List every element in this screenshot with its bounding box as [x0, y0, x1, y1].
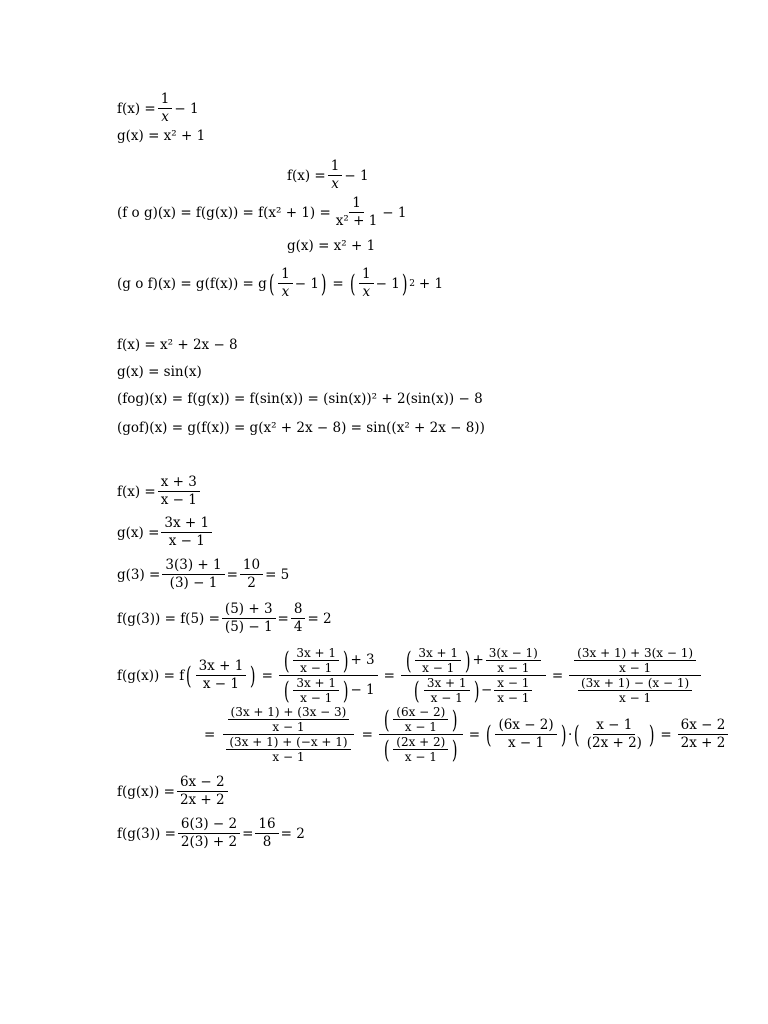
fraction [424, 676, 470, 705]
denominator: 2x + 2 [179, 792, 225, 808]
fraction [226, 735, 350, 764]
paren-open: ( [283, 676, 290, 705]
denominator: x − 1 [272, 750, 305, 764]
paren-open: ( [186, 661, 192, 690]
lhs: (g o f)(x) = g(f(x)) = g [117, 275, 267, 292]
numerator: 3x + 1 [293, 676, 339, 691]
equals: = [204, 726, 216, 743]
tail: − 1 [350, 682, 375, 698]
denominator: x − 1 [272, 720, 305, 734]
tail: = 2 [280, 825, 305, 842]
numerator: (3x + 1) + (−x + 1) [226, 735, 350, 750]
equation-text: (gof)(x) = g(f(x)) = g(x² + 2x − 8) = sin((x² + 2x − 8)) [117, 420, 485, 436]
s3-fgx-derivation-2 [200, 705, 730, 764]
denominator [379, 735, 463, 764]
s1-f-def [117, 91, 199, 126]
equals: = [361, 726, 373, 743]
tail: = 2 [307, 610, 332, 627]
paren-open: ( [268, 269, 275, 298]
denominator: (3) − 1 [169, 575, 218, 591]
fraction [222, 601, 276, 636]
dot: · [568, 726, 573, 743]
numerator: 8 [291, 601, 306, 619]
equation-text: (fog)(x) = f(g(x)) = f(sin(x)) = (sin(x))² + 2(sin(x)) − 8 [117, 391, 483, 407]
lhs: g(x) = [117, 524, 160, 541]
s2-gof [117, 420, 485, 436]
numerator: 3(x − 1) [486, 646, 541, 661]
numerator: (6x − 2) [393, 705, 448, 720]
paren-open: ( [414, 676, 420, 705]
paren-open: ( [574, 720, 580, 749]
s3-fg3 [117, 601, 332, 636]
tail: − 1 [344, 167, 369, 184]
s1-g-def-centered [287, 238, 375, 254]
paren-close: ) [342, 676, 349, 705]
paren-close: ) [648, 720, 655, 749]
numerator [279, 646, 378, 676]
lhs: f(x) = [287, 167, 326, 184]
fraction [578, 676, 692, 705]
denominator: (5) − 1 [224, 619, 273, 635]
s3-g3 [117, 557, 289, 592]
fraction [196, 658, 247, 693]
equals: = [242, 825, 254, 842]
denominator: x − 1 [430, 691, 463, 705]
tail: = 5 [265, 566, 290, 583]
fraction [333, 195, 381, 230]
paren-open: ( [405, 646, 412, 675]
numerator: 1 [359, 266, 374, 284]
equals: = [226, 566, 238, 583]
denominator: x − 1 [300, 691, 333, 705]
paren-close: ) [250, 661, 256, 690]
lhs: f(x) = [117, 100, 156, 117]
s3-fgx-derivation-1 [117, 646, 703, 705]
compound-fraction [401, 646, 546, 705]
numerator: 3(3) + 1 [162, 557, 224, 575]
numerator: 1 [349, 195, 364, 213]
s2-f-def [117, 337, 238, 353]
paren-open: ( [349, 269, 356, 298]
numerator: x − 1 [494, 676, 532, 691]
fraction [393, 735, 448, 764]
paren-close: ) [464, 646, 471, 675]
numerator: x + 3 [158, 474, 200, 492]
fraction [228, 705, 350, 734]
equation-text: g(x) = sin(x) [117, 364, 202, 380]
lhs: f(g(3)) = [117, 825, 176, 842]
denominator: x − 1 [422, 661, 455, 675]
minus: − [480, 682, 493, 698]
paren-close: ) [342, 646, 349, 675]
paren-close: ) [452, 705, 458, 734]
s1-f-def-centered [287, 158, 369, 193]
denominator: x − 1 [202, 676, 239, 692]
s3-fgx-result [117, 774, 230, 809]
denominator: x − 1 [619, 691, 652, 705]
denominator [573, 676, 697, 705]
tail: + 1 [418, 275, 444, 292]
numerator: 6x − 2 [177, 774, 228, 792]
fraction [255, 816, 278, 851]
numerator: 3x + 1 [415, 646, 461, 661]
s2-g-def [117, 364, 202, 380]
fraction [158, 91, 173, 126]
numerator: (3x + 1) + 3(x − 1) [574, 646, 696, 661]
compound-fraction [279, 646, 378, 705]
denominator: x − 1 [619, 661, 652, 675]
tail: − 1 [382, 204, 407, 221]
compound-fraction [569, 646, 701, 705]
s3-fg3-check [117, 816, 305, 851]
fraction [393, 705, 448, 734]
fraction [162, 557, 224, 592]
lhs: (f o g)(x) = f(g(x)) = f(x² + 1) = [117, 204, 331, 221]
equals: = [383, 667, 395, 684]
numerator: 1 [158, 91, 173, 109]
fraction [584, 717, 645, 752]
denominator: x − 1 [404, 750, 437, 764]
plus: + [472, 652, 484, 668]
equals: = [660, 726, 672, 743]
fraction [178, 816, 240, 851]
numerator: 6x − 2 [678, 717, 729, 735]
denominator: 2 [247, 575, 256, 591]
fraction [359, 266, 374, 301]
paren-close: ) [473, 676, 480, 705]
equation-text: g(x) = x² + 1 [117, 128, 206, 144]
denominator: x − 1 [300, 661, 333, 675]
denominator: x [331, 176, 339, 192]
numerator: (5) + 3 [222, 601, 276, 619]
denominator: x² + 1 [335, 213, 378, 229]
denominator: x − 1 [404, 720, 437, 734]
numerator: 16 [255, 816, 278, 834]
paren-open: ( [383, 735, 390, 764]
paren-close: ) [452, 735, 458, 764]
equals: = [261, 667, 273, 684]
lhs: f(g(x)) = [117, 783, 175, 800]
fraction [158, 474, 200, 509]
s2-fog [117, 391, 483, 407]
lhs: f(x) = [117, 483, 156, 500]
s3-g-def [117, 515, 214, 550]
denominator: (2x + 2) [586, 735, 642, 751]
denominator: 8 [262, 834, 272, 850]
fraction [291, 601, 306, 636]
fraction [574, 646, 696, 675]
denominator: 2(3) + 2 [180, 834, 238, 850]
fraction [495, 717, 556, 752]
denominator: x − 1 [168, 533, 205, 549]
numerator [401, 646, 546, 676]
lhs: f(g(3)) = f(5) = [117, 610, 220, 627]
fraction [415, 646, 461, 675]
numerator: 1 [328, 158, 343, 176]
lhs: g(3) = [117, 566, 161, 583]
numerator: 1 [278, 266, 293, 284]
numerator: 3x + 1 [161, 515, 212, 533]
tail: + 3 [350, 652, 375, 668]
paren-close: ) [560, 720, 567, 749]
numerator: (2x + 2) [393, 735, 448, 750]
equals: = [468, 726, 481, 743]
paren-close: ) [401, 269, 408, 298]
tail: − 1 [174, 100, 199, 117]
tail: − 1 [375, 275, 400, 292]
s1-gof: (g o f)(x) = g(f(x)) = g ( $\frac{1}{x}$ − 1 ) = ( $\frac{1}{x}$ − 1 ) 2 + 1 [117, 266, 444, 300]
fraction [278, 266, 293, 301]
numerator: 6(3) − 2 [178, 816, 240, 834]
fraction [240, 557, 263, 592]
numerator: 10 [240, 557, 263, 575]
denominator: x [161, 109, 169, 125]
denominator: x − 1 [497, 691, 530, 705]
equals: = [551, 667, 564, 684]
s3-f-def [117, 474, 202, 509]
paren-close: ) [320, 269, 327, 298]
denominator [221, 735, 355, 764]
fraction [293, 676, 339, 705]
paren-open: ( [283, 646, 290, 675]
numerator: (3x + 1) + (3x − 3) [228, 705, 350, 720]
s1-fog [117, 195, 407, 230]
denominator: x [362, 284, 371, 300]
equation-text: f(x) = x² + 2x − 8 [117, 337, 238, 353]
paren-open: ( [383, 705, 390, 734]
equals: = [277, 610, 289, 627]
tail: − 1 [294, 275, 319, 292]
numerator: 3x + 1 [293, 646, 339, 661]
numerator [379, 705, 463, 735]
fraction [494, 676, 532, 705]
fraction [161, 515, 212, 550]
compound-fraction [221, 705, 355, 764]
s1-g-def [117, 128, 205, 144]
denominator: x − 1 [497, 661, 530, 675]
numerator [223, 705, 355, 735]
fraction [486, 646, 541, 675]
compound-fraction [379, 705, 463, 764]
denominator: 4 [293, 619, 303, 635]
equation-text: g(x) = x² + 1 [287, 238, 376, 254]
lhs: f(g(x)) = f [117, 667, 185, 684]
numerator: 3x + 1 [424, 676, 470, 691]
numerator: 3x + 1 [196, 658, 247, 676]
fraction [177, 774, 228, 809]
denominator [279, 676, 378, 705]
paren-open: ( [485, 720, 492, 749]
denominator: x [281, 284, 290, 300]
fraction [678, 717, 729, 752]
equals: = [332, 275, 344, 292]
denominator [409, 676, 537, 705]
numerator: x − 1 [593, 717, 635, 735]
denominator: 2x + 2 [680, 735, 726, 751]
denominator: x − 1 [508, 735, 545, 751]
numerator: (6x − 2) [495, 717, 556, 735]
denominator: x − 1 [160, 492, 197, 508]
fraction [328, 158, 343, 193]
numerator [569, 646, 701, 676]
fraction [293, 646, 339, 675]
numerator: (3x + 1) − (x − 1) [578, 676, 692, 691]
